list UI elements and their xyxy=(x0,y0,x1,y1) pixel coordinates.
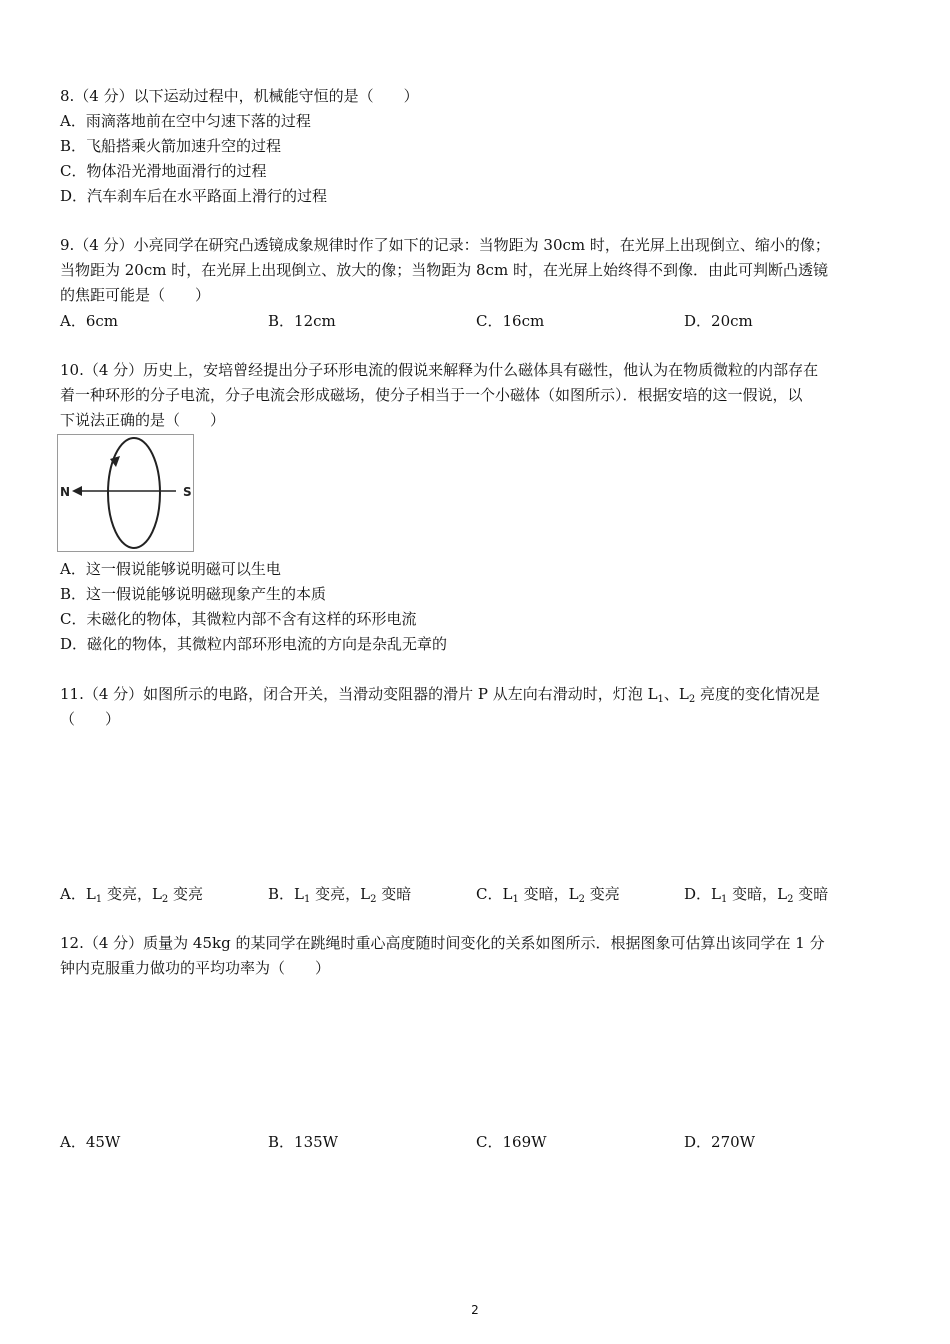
q9-option-b: B．12cm xyxy=(268,312,336,330)
q11-stem-line-1 xyxy=(60,684,820,704)
q12-options xyxy=(60,1132,890,1154)
south-label: S xyxy=(183,485,192,499)
q8-option-a: A．雨滴落地前在空中匀速下落的过程 xyxy=(60,112,311,130)
q11-stem-sub-2: 2 xyxy=(688,694,696,705)
north-label: N xyxy=(60,485,71,499)
q9-option-a: A．6cm xyxy=(60,312,119,330)
q10-stem-line-2: 着一种环形的分子电流，分子电流会形成磁场，使分子相当于一个小磁体（如图所示）．根据安培的这一假说，以 xyxy=(60,386,803,404)
q11-stem-post: 亮度的变化情况是 xyxy=(695,685,821,703)
q9-options xyxy=(60,311,890,333)
q11-option-a: A．$L_1$ 变亮，$L_2$ 变亮 xyxy=(60,885,204,905)
q10-option-a: A．这一假说能够说明磁可以生电 xyxy=(60,560,281,578)
q11-stem-line-2: （ ） xyxy=(60,710,121,728)
page-number: 2 xyxy=(471,1303,479,1317)
q10-option-c: C．未磁化的物体，其微粒内部不含有这样的环形电流 xyxy=(60,610,417,628)
q9-stem-line-2: 当物距为 20cm 时，在光屏上出现倒立、放大的像；当物距为 8cm 时，在光屏上始终得不到像．由此可判断凸透镜 xyxy=(60,261,828,279)
q8-option-c: C．物体沿光滑地面滑行的过程 xyxy=(60,162,267,180)
q12-stem-line-2: 钟内克服重力做功的平均功率为（ ） xyxy=(60,959,331,977)
q9-stem-line-3: 的焦距可能是（ ） xyxy=(60,286,211,304)
q12-option-a: A．45W xyxy=(60,1133,121,1151)
q12-option-d: D．270W xyxy=(684,1133,756,1151)
q11-option-b: B．$L_1$ 变亮，$L_2$ 变暗 xyxy=(268,885,412,905)
q11-stem-sub-1: 1 xyxy=(657,694,664,705)
q9-option-c: C．16cm xyxy=(476,312,545,330)
q9-stem-line-1: 9.（4 分）小亮同学在研究凸透镜成象规律时作了如下的记录：当物距为 30cm 时，在光屏上出现倒立、缩小的像； xyxy=(60,236,830,254)
molecular-current-diagram xyxy=(58,435,193,551)
q10-stem-line-1: 10.（4 分）历史上，安培曾经提出分子环形电流的假说来解释为什么磁体具有磁性，他认为在物质微粒的内部存在 xyxy=(60,361,819,379)
q11-option-d: D．$L_1$ 变暗，$L_2$ 变暗 xyxy=(684,885,829,905)
q8-option-b: B．飞船搭乘火箭加速升空的过程 xyxy=(60,137,282,155)
q11-option-c: C．$L_1$ 变暗，$L_2$ 变亮 xyxy=(476,885,620,905)
q8-option-d: D．汽车刹车后在水平路面上滑行的过程 xyxy=(60,187,328,205)
q9-option-d: D．20cm xyxy=(684,312,753,330)
q12-stem-line-1: 12.（4 分）质量为 45kg 的某同学在跳绳时重心高度随时间变化的关系如图所示．根据图象可估算出该同学在 1 分 xyxy=(60,934,825,952)
molecular-current-figure xyxy=(57,434,194,552)
q11-stem-pre: 11.（4 分）如图所示的电路，闭合开关，当滑动变阻器的滑片 P 从左向右滑动时，灯泡 L xyxy=(60,685,658,703)
q10-option-b: B．这一假说能够说明磁现象产生的本质 xyxy=(60,585,327,603)
q11-options xyxy=(60,884,890,906)
q10-option-d: D．磁化的物体，其微粒内部环形电流的方向是杂乱无章的 xyxy=(60,635,448,653)
q12-option-c: C．169W xyxy=(476,1133,547,1151)
current-loop-ellipse xyxy=(108,438,160,548)
north-arrow-icon xyxy=(72,486,82,496)
q12-option-b: B．135W xyxy=(268,1133,339,1151)
q8-stem: 8.（4 分）以下运动过程中，机械能守恒的是（ ） xyxy=(60,87,419,105)
q11-stem-mid: 、L xyxy=(663,685,689,703)
q10-stem-line-3: 下说法正确的是（ ） xyxy=(60,411,226,429)
